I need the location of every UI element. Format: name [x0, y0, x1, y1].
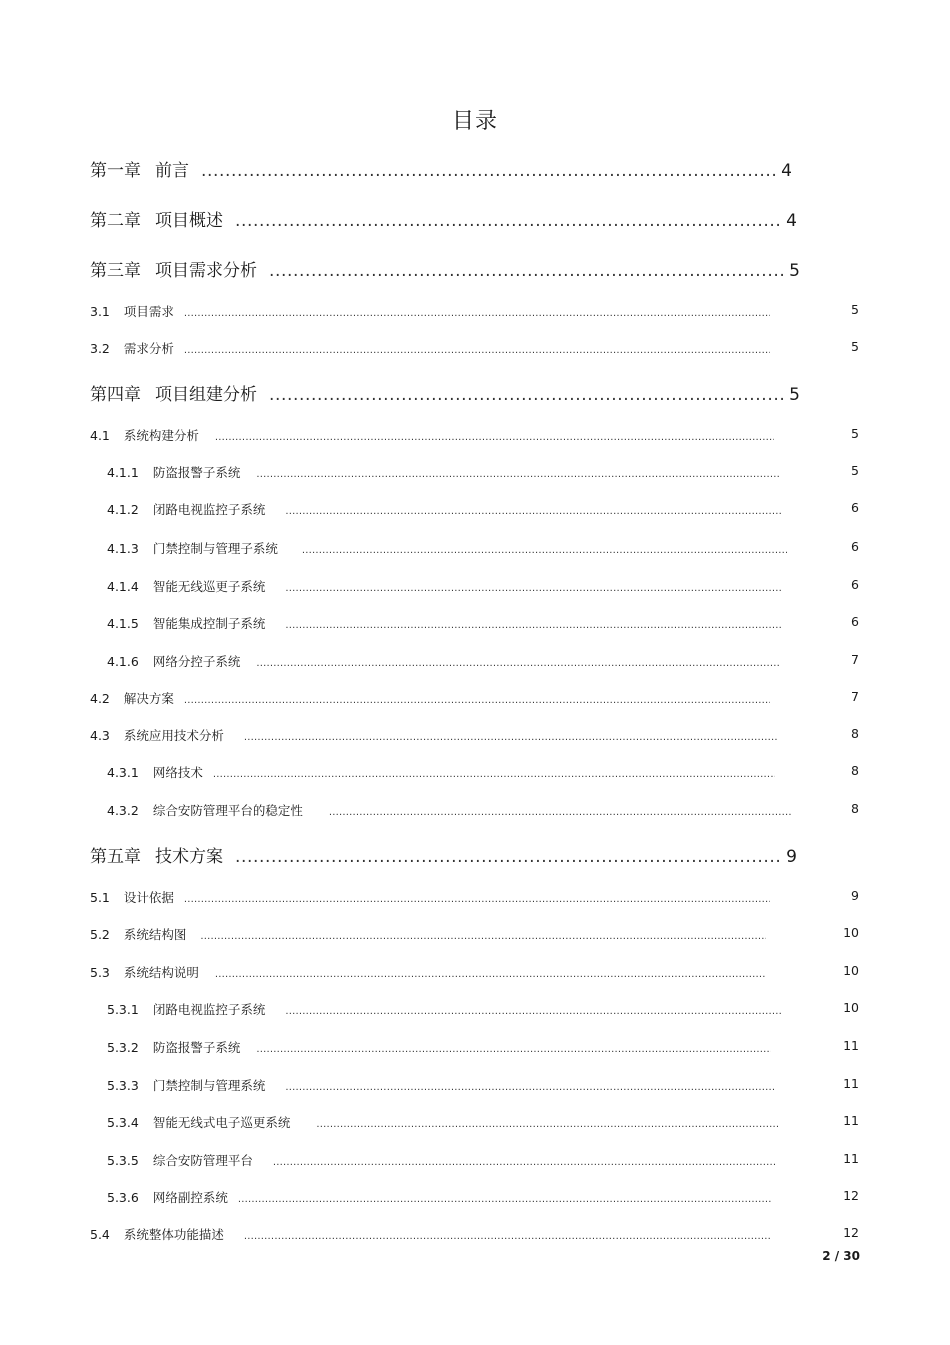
toc-page-number: 10: [843, 1000, 859, 1015]
toc-page-number: 10: [843, 963, 859, 978]
toc-chapter-number: 第三章: [90, 261, 141, 281]
toc-section-number: 5.3: [90, 965, 110, 980]
toc-section-number: 5.3.6: [107, 1190, 139, 1205]
toc-section-5-3-6[interactable]: [107, 1188, 771, 1206]
dot-leader: [285, 620, 783, 631]
toc-section-number: 4.2: [90, 691, 110, 706]
toc-section-number: 5.3.1: [107, 1002, 139, 1017]
toc-section-label: 智能无线式电子巡更系统: [152, 1115, 291, 1130]
dot-leader: [244, 732, 778, 743]
dot-leader: [235, 211, 780, 231]
toc-page-number: 7: [851, 652, 859, 667]
toc-section-3-1[interactable]: [90, 302, 770, 320]
toc-section-5-1[interactable]: [90, 888, 770, 906]
toc-page-number: 9: [851, 888, 859, 903]
dot-leader: [184, 695, 770, 706]
page-footer-number: 2 / 30: [822, 1249, 860, 1263]
toc-section-4-1[interactable]: [90, 426, 774, 444]
toc-section-number: 4.1.5: [107, 616, 139, 631]
toc-section-4-1-4[interactable]: [107, 577, 783, 595]
dot-leader: [215, 969, 766, 980]
toc-page-number: 11: [843, 1076, 859, 1091]
toc-section-5-3-2[interactable]: [107, 1038, 771, 1056]
dot-leader: [256, 469, 779, 480]
dot-leader: [302, 545, 787, 556]
toc-section-label: 门禁控制与管理子系统: [152, 541, 278, 556]
toc-page-number: 5: [851, 302, 859, 317]
toc-page-number: 5: [789, 385, 800, 405]
toc-page-number: 11: [843, 1038, 859, 1053]
toc-section-label: 闭路电视监控子系统: [152, 502, 266, 517]
toc-section-number: 4.3.2: [107, 803, 139, 818]
toc-section-number: 4.3.1: [107, 765, 139, 780]
toc-chapter-5[interactable]: [90, 842, 797, 866]
dot-leader: [285, 1006, 783, 1017]
toc-chapter-label: 技术方案: [155, 847, 223, 867]
toc-section-number: 3.2: [90, 341, 110, 356]
toc-section-4-3[interactable]: [90, 726, 778, 744]
toc-page-number: 5: [851, 426, 859, 441]
toc-page-number: 11: [843, 1151, 859, 1166]
dot-leader: [184, 894, 770, 905]
toc-page-number: 6: [851, 539, 859, 554]
toc-section-number: 4.1.2: [107, 502, 139, 517]
toc-section-4-3-2[interactable]: [107, 801, 791, 819]
dot-leader: [285, 1082, 775, 1093]
dot-leader: [213, 769, 775, 780]
dot-leader: [238, 1194, 771, 1205]
toc-section-label: 需求分析: [123, 341, 174, 356]
toc-section-label: 系统整体功能描述: [123, 1227, 224, 1242]
toc-section-label: 系统结构说明: [123, 965, 199, 980]
dot-leader: [244, 1231, 770, 1242]
toc-section-4-3-1[interactable]: [107, 763, 775, 781]
toc-section-label: 网络技术: [152, 765, 203, 780]
dot-leader: [285, 583, 783, 594]
page-title: 目录: [451, 109, 498, 134]
toc-page-number: 8: [851, 763, 859, 778]
dot-leader: [256, 1044, 771, 1055]
toc-section-5-3-5[interactable]: [107, 1151, 775, 1169]
toc-section-5-4[interactable]: [90, 1225, 770, 1243]
toc-section-3-2[interactable]: [90, 339, 770, 357]
toc-section-number: 5.1: [90, 890, 110, 905]
toc-section-label: 解决方案: [123, 691, 174, 706]
toc-section-4-1-1[interactable]: [107, 463, 779, 481]
dot-leader: [256, 658, 779, 669]
toc-page-number: 6: [851, 500, 859, 515]
toc-chapter-number: 第二章: [90, 211, 141, 231]
toc-chapter-label: 项目需求分析: [155, 261, 257, 281]
toc-section-number: 5.2: [90, 927, 110, 942]
toc-page-number: 5: [789, 261, 800, 281]
toc-section-label: 综合安防管理平台: [152, 1153, 253, 1168]
toc-section-label: 门禁控制与管理系统: [152, 1078, 266, 1093]
toc-section-number: 5.3.3: [107, 1078, 139, 1093]
toc-chapter-label: 前言: [155, 161, 189, 181]
dot-leader: [316, 1119, 779, 1130]
toc-page-number: 4: [786, 211, 797, 231]
dot-leader: [269, 385, 783, 405]
toc-section-label: 防盗报警子系统: [152, 1040, 241, 1055]
toc-section-number: 5.3.2: [107, 1040, 139, 1055]
toc-section-5-3-1[interactable]: [107, 1000, 783, 1018]
toc-section-4-2[interactable]: [90, 689, 770, 707]
dot-leader: [200, 931, 766, 942]
dot-leader: [184, 308, 770, 319]
toc-page-number: 7: [851, 689, 859, 704]
toc-chapter-1[interactable]: [90, 156, 792, 180]
toc-section-label: 网络副控系统: [152, 1190, 228, 1205]
toc-section-4-1-2[interactable]: [107, 500, 783, 518]
toc-section-label: 系统结构图: [123, 927, 187, 942]
toc-section-number: 4.1.3: [107, 541, 139, 556]
toc-section-number: 4.1: [90, 428, 110, 443]
toc-section-5-2[interactable]: [90, 925, 766, 943]
dot-leader: [329, 807, 791, 818]
toc-section-4-1-5[interactable]: [107, 614, 783, 632]
toc-page-number: 6: [851, 577, 859, 592]
toc-page-number: 6: [851, 614, 859, 629]
toc-section-number: 4.3: [90, 728, 110, 743]
toc-page-number: 9: [786, 847, 797, 867]
toc-chapter-2[interactable]: [90, 206, 797, 230]
toc-chapter-number: 第四章: [90, 385, 141, 405]
toc-section-number: 5.3.5: [107, 1153, 139, 1168]
toc-page-number: 12: [843, 1188, 859, 1203]
toc-section-label: 设计依据: [123, 890, 174, 905]
toc-page-number: 8: [851, 801, 859, 816]
toc-section-5-3[interactable]: [90, 963, 766, 981]
toc-chapter-4[interactable]: [90, 380, 800, 404]
toc-chapter-number: 第五章: [90, 847, 141, 867]
toc-section-label: 系统构建分析: [123, 428, 199, 443]
toc-section-number: 4.1.6: [107, 654, 139, 669]
toc-section-number: 5.3.4: [107, 1115, 139, 1130]
toc-chapter-3[interactable]: [90, 256, 800, 280]
toc-section-label: 网络分控子系统: [152, 654, 241, 669]
toc-page-number: 11: [843, 1113, 859, 1128]
toc-section-label: 综合安防管理平台的稳定性: [152, 803, 303, 818]
toc-chapter-number: 第一章: [90, 161, 141, 181]
dot-leader: [269, 261, 783, 281]
toc-page-number: 5: [851, 339, 859, 354]
toc-section-label: 闭路电视监控子系统: [152, 1002, 266, 1017]
dot-leader: [201, 161, 775, 181]
dot-leader: [273, 1157, 775, 1168]
toc-section-label: 智能无线巡更子系统: [152, 579, 266, 594]
toc-page-number: 10: [843, 925, 859, 940]
toc-section-number: 4.1.1: [107, 465, 139, 480]
toc-page-number: 12: [843, 1225, 859, 1240]
toc-page-number: 5: [851, 463, 859, 478]
toc-section-4-1-6[interactable]: [107, 652, 779, 670]
toc-page-number: 8: [851, 726, 859, 741]
dot-leader: [184, 345, 770, 356]
toc-section-number: 3.1: [90, 304, 110, 319]
toc-section-label: 系统应用技术分析: [123, 728, 224, 743]
toc-chapter-label: 项目组建分析: [155, 385, 257, 405]
toc-section-5-3-3[interactable]: [107, 1076, 775, 1094]
toc-section-number: 4.1.4: [107, 579, 139, 594]
dot-leader: [285, 506, 783, 517]
dot-leader: [235, 847, 780, 867]
toc-page-number: 4: [781, 161, 792, 181]
toc-section-number: 5.4: [90, 1227, 110, 1242]
toc-section-label: 项目需求: [123, 304, 174, 319]
toc-chapter-label: 项目概述: [155, 211, 223, 231]
toc-section-label: 防盗报警子系统: [152, 465, 241, 480]
toc-section-4-1-3[interactable]: [107, 539, 787, 557]
toc-section-5-3-4[interactable]: [107, 1113, 779, 1131]
toc-section-label: 智能集成控制子系统: [152, 616, 266, 631]
dot-leader: [215, 432, 774, 443]
